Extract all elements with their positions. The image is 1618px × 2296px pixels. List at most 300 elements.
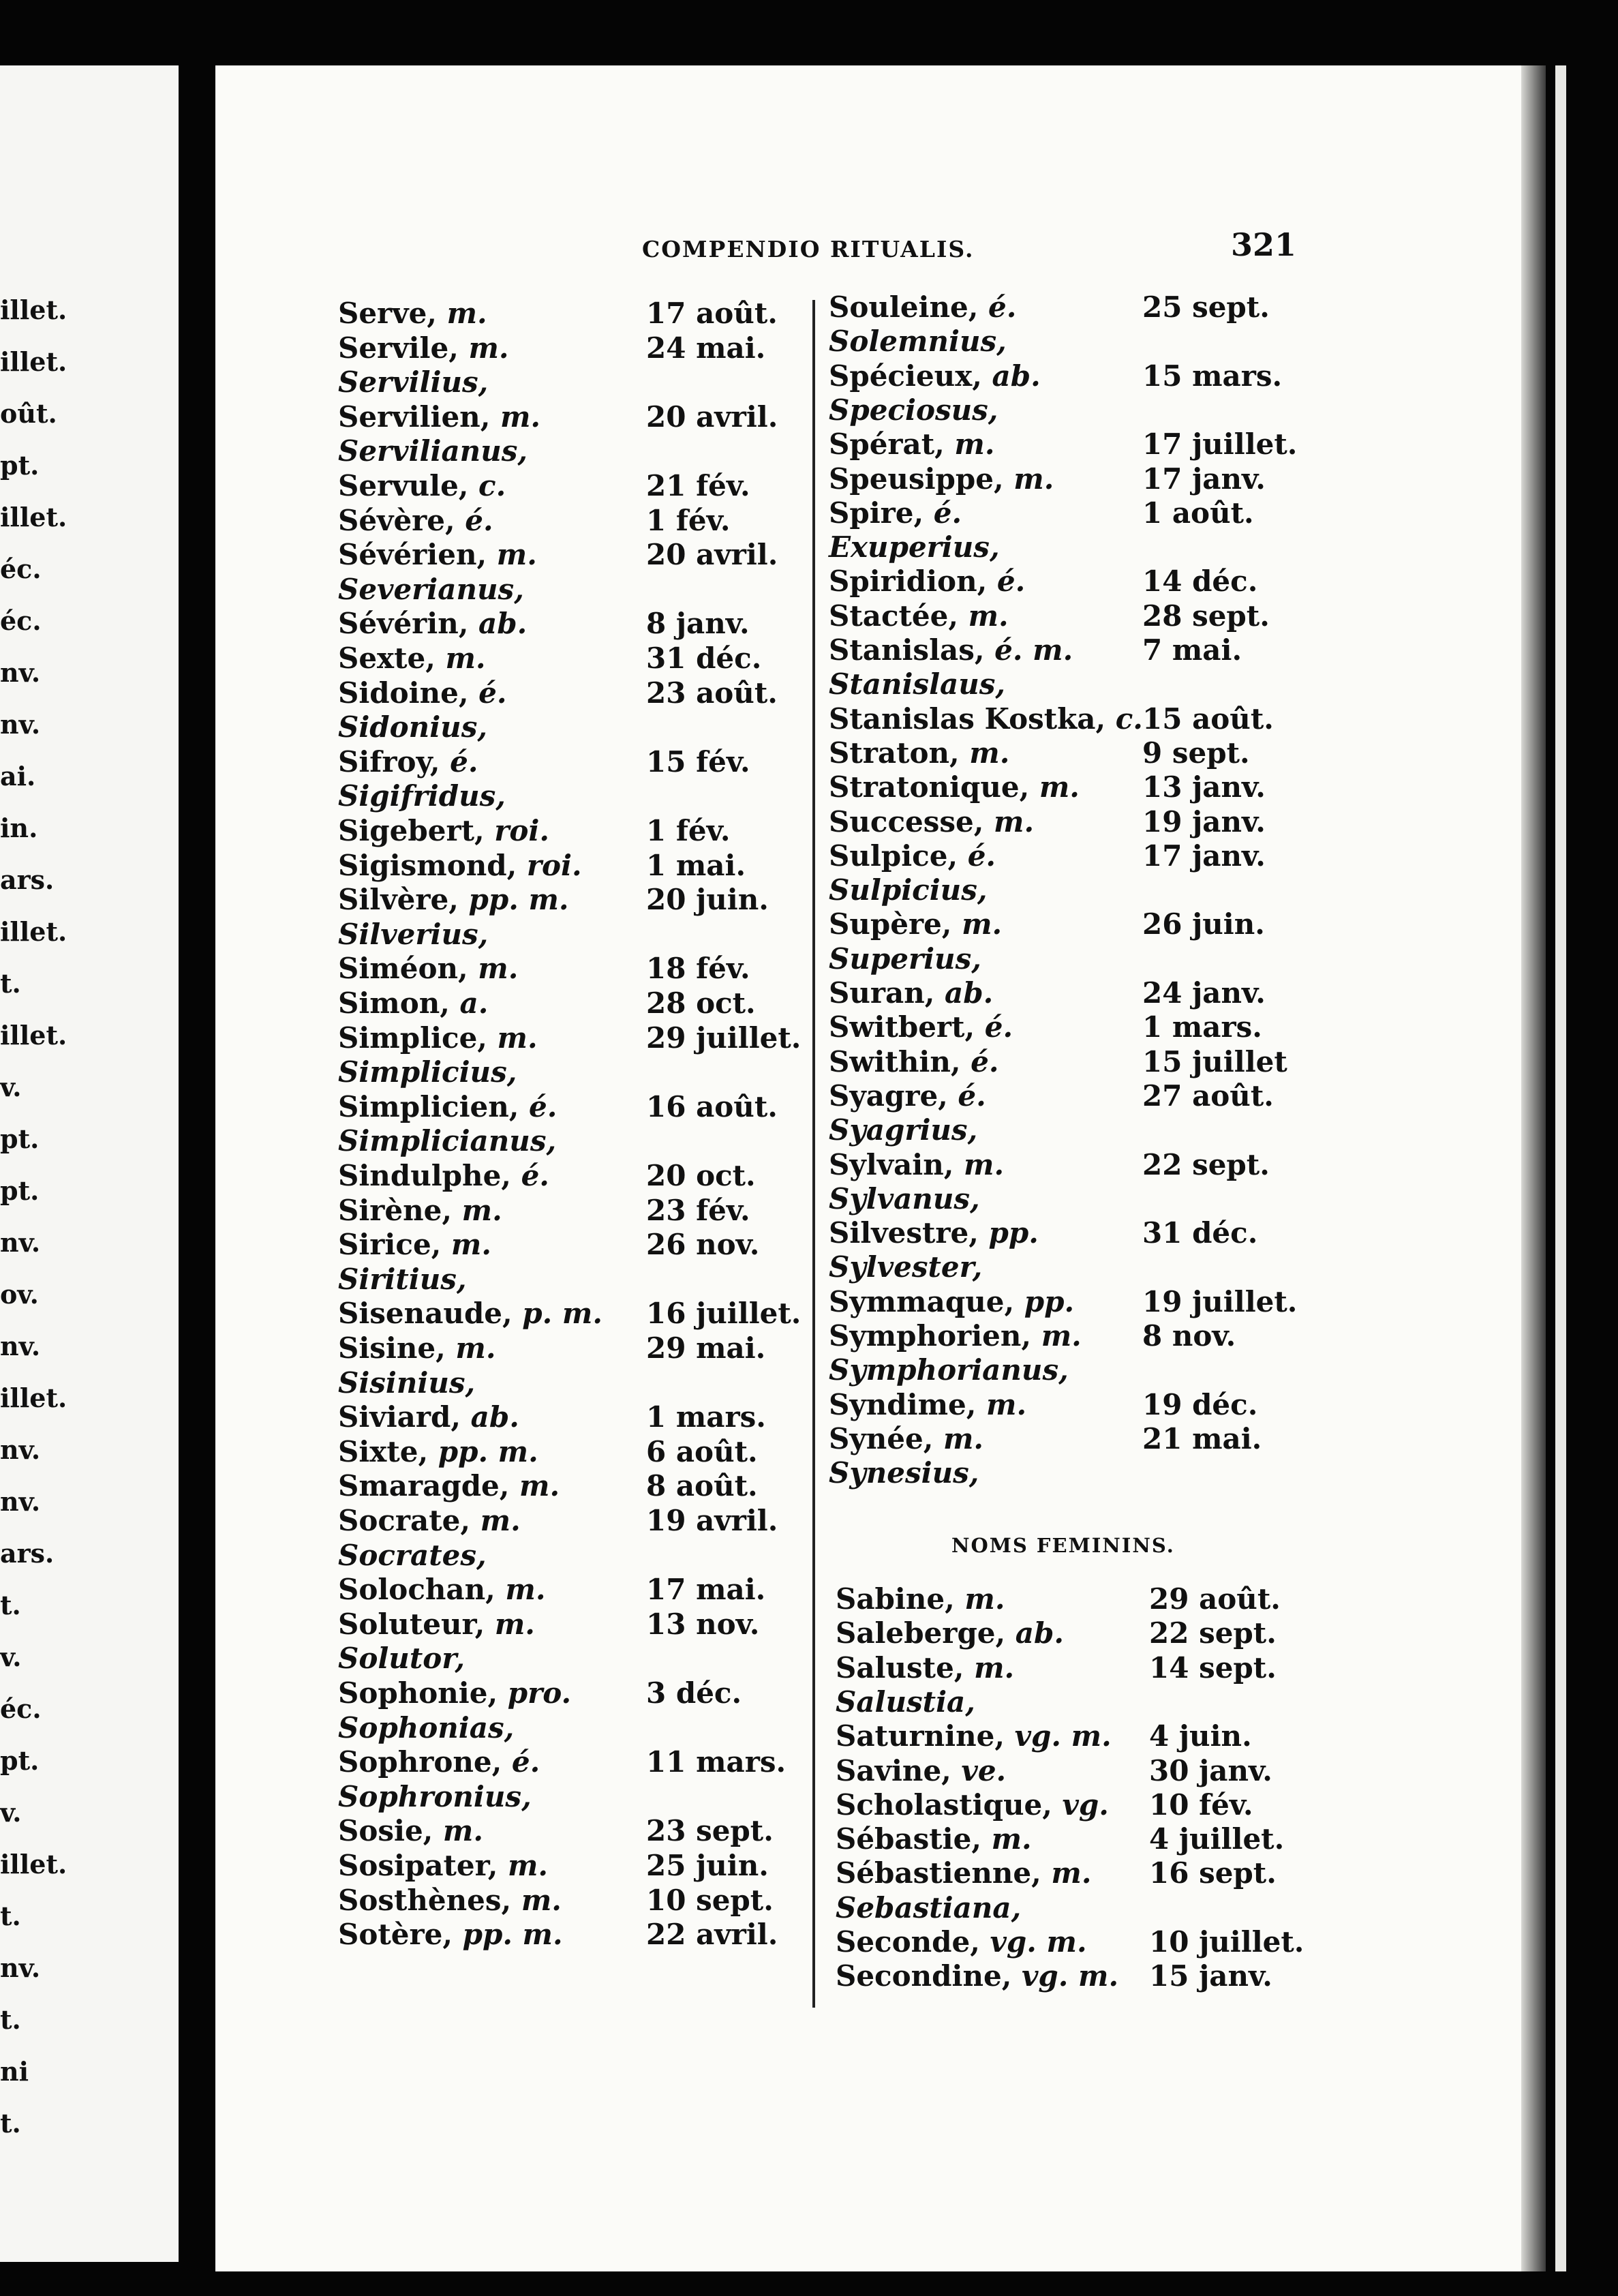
saint-name: Syagrius,: [829, 1113, 978, 1147]
left-page-fragment: illet.: [0, 1383, 67, 1413]
left-page-fragment: illet.: [0, 346, 67, 377]
saint-qualifier: m.: [1051, 1856, 1092, 1890]
entry-row: [829, 736, 1442, 771]
entry-name: [338, 1021, 538, 1056]
saint-qualifier: m.: [507, 1849, 549, 1882]
saint-name: Spire,: [829, 496, 924, 530]
saint-name: Suran,: [829, 976, 935, 1010]
saint-name: Sophonie,: [338, 1676, 498, 1710]
saint-qualifier: pp.: [1024, 1284, 1075, 1318]
entry-name: [829, 290, 1016, 325]
entry-name: [338, 917, 488, 952]
saint-qualifier: é.: [958, 1078, 986, 1113]
saint-name: Sigismond,: [338, 848, 517, 882]
saint-qualifier: m.: [969, 736, 1010, 770]
entry-name: [338, 365, 488, 400]
entry-row: [829, 1284, 1442, 1320]
saint-qualifier: p. m.: [522, 1297, 602, 1331]
saint-qualifier: vg. m.: [1014, 1719, 1112, 1753]
feast-date: 22 sept.: [1142, 1147, 1270, 1181]
entry-name: [829, 1147, 1004, 1183]
saint-qualifier: m.: [500, 399, 541, 434]
entry-name: [338, 1813, 483, 1849]
left-page-fragment: ars.: [0, 864, 55, 895]
entry-name: [338, 296, 487, 331]
feast-date: 8 août.: [646, 1469, 758, 1503]
saint-qualifier: pp. m.: [462, 1918, 563, 1952]
entry-name: [338, 399, 540, 435]
entry-name: [829, 633, 1073, 668]
entry-row: [829, 1215, 1442, 1251]
entry-row: [836, 1650, 1449, 1686]
entry-row: [836, 1719, 1449, 1754]
saint-name: Sophonias,: [338, 1710, 515, 1744]
entry-row: [829, 976, 1442, 1011]
saint-qualifier: m.: [446, 297, 487, 330]
feast-date: 29 août.: [1149, 1582, 1281, 1616]
saint-name: Sylvanus,: [829, 1181, 980, 1215]
entry-name: [338, 572, 524, 607]
saint-name: Saluste,: [836, 1650, 964, 1685]
saint-name: Secondine,: [836, 1959, 1012, 1993]
left-page-fragment: illet.: [0, 294, 67, 325]
saint-qualifier: ab.: [478, 607, 528, 641]
saint-name: Sifroy,: [338, 744, 440, 779]
saint-qualifier: m.: [1013, 462, 1054, 496]
saint-name: Sirène,: [338, 1193, 453, 1227]
saint-name: Servule,: [338, 469, 469, 502]
entry-name: [836, 1616, 1064, 1651]
entry-row: [829, 941, 1442, 977]
entry-name: [829, 770, 1080, 805]
entry-name: [338, 1779, 532, 1815]
feast-date: 25 sept.: [1142, 290, 1270, 324]
entry-name: [829, 324, 1007, 359]
entry-row: [829, 393, 1442, 428]
saint-name: Simplice,: [338, 1021, 487, 1055]
saint-qualifier: m.: [442, 1814, 483, 1848]
feast-date: 27 août.: [1142, 1078, 1274, 1113]
entry-name: [338, 882, 569, 918]
feast-date: 29 mai.: [646, 1331, 766, 1365]
entry-row: [829, 324, 1442, 359]
saint-name: Sosipater,: [338, 1849, 498, 1882]
saint-qualifier: ve.: [961, 1753, 1007, 1787]
entry-name: [829, 1250, 982, 1285]
entry-name: [338, 1607, 535, 1642]
saint-name: Stratonique,: [829, 770, 1030, 804]
entry-row: [836, 1924, 1449, 1960]
saint-name: Silverius,: [338, 917, 489, 951]
left-page-fragment: v.: [0, 1797, 22, 1828]
entry-name: [829, 1455, 979, 1491]
entry-name: [338, 1262, 467, 1297]
entry-row: [829, 1318, 1442, 1354]
entry-name: [338, 537, 537, 573]
entry-name: [338, 434, 528, 469]
entry-name: [836, 1650, 1014, 1686]
entry-name: [829, 1078, 986, 1114]
saint-qualifier: m.: [480, 1504, 521, 1537]
feast-date: 8 janv.: [646, 607, 750, 641]
entry-name: [829, 804, 1034, 840]
entry-name: [829, 1284, 1074, 1320]
feast-date: 17 janv.: [1142, 839, 1266, 873]
saint-qualifier: m.: [1039, 770, 1080, 804]
saint-name: Sosie,: [338, 1814, 433, 1848]
left-page-fragment: illet.: [0, 1020, 67, 1051]
saint-name: Simplicien,: [338, 1089, 519, 1123]
entry-name: [836, 1890, 1021, 1926]
entry-row: [829, 1387, 1442, 1423]
entry-row: [836, 1787, 1449, 1823]
saint-qualifier: m.: [496, 538, 537, 572]
saint-qualifier: m.: [964, 1582, 1005, 1616]
saint-qualifier: ab.: [1015, 1616, 1064, 1650]
entry-name: [338, 848, 582, 883]
saint-name: Savine,: [836, 1753, 951, 1787]
saint-qualifier: m.: [519, 1469, 560, 1503]
left-page-fragment: t.: [0, 1901, 21, 1931]
entry-row: [829, 599, 1442, 634]
running-head: COMPENDIO RITUALIS.: [642, 236, 975, 262]
saint-qualifier: m.: [968, 599, 1009, 633]
entry-row: [829, 1455, 1442, 1491]
saint-name: Symphorianus,: [829, 1353, 1069, 1387]
feast-date: 19 juillet.: [1142, 1284, 1298, 1318]
entry-row: [829, 1113, 1442, 1148]
saint-name: Salustia,: [836, 1685, 975, 1719]
entry-name: [338, 1883, 562, 1918]
left-page-fragment: illet.: [0, 1849, 67, 1879]
saint-qualifier: m.: [962, 907, 1003, 941]
entry-row: [829, 462, 1442, 497]
left-page-fragment: nv.: [0, 1331, 41, 1361]
saint-name: Silvestre,: [829, 1216, 979, 1250]
saint-qualifier: é.: [511, 1745, 540, 1779]
entry-name: [829, 1387, 1026, 1423]
feast-date: 28 sept.: [1142, 599, 1270, 633]
page-edge: [1555, 65, 1566, 2271]
left-page-fragment: nv.: [0, 1486, 41, 1517]
feast-date: 18 fév.: [646, 952, 750, 986]
entry-name: [338, 1848, 548, 1884]
saint-name: Sexte,: [338, 641, 436, 675]
saint-qualifier: m.: [461, 1193, 502, 1227]
feast-date: 15 janv.: [1149, 1959, 1272, 1993]
saint-qualifier: pp. m.: [438, 1434, 538, 1468]
saint-name: Sidoine,: [338, 676, 469, 710]
entry-name: [829, 1353, 1069, 1388]
left-page-fragment: éc.: [0, 1693, 42, 1724]
entry-name: [829, 1318, 1082, 1354]
saint-qualifier: c.: [1115, 701, 1143, 736]
entry-name: [338, 331, 509, 366]
saint-name: Silvère,: [338, 883, 459, 917]
entry-name: [338, 1641, 465, 1676]
entry-row: [836, 1959, 1449, 1994]
entry-row: [338, 1503, 951, 1539]
feast-date: 10 fév.: [1149, 1787, 1253, 1822]
saint-qualifier: é.: [521, 1159, 549, 1192]
saint-name: Saturnine,: [836, 1719, 1005, 1753]
saint-qualifier: roi.: [526, 848, 582, 882]
entry-name: [836, 1959, 1118, 1994]
entry-name: [338, 951, 518, 986]
entry-name: [829, 976, 993, 1011]
saint-name: Symmaque,: [829, 1284, 1015, 1318]
feast-date: 30 janv.: [1149, 1753, 1272, 1787]
entry-name: [829, 873, 987, 908]
entry-name: [836, 1719, 1112, 1754]
feast-date: 1 mars.: [1142, 1010, 1262, 1044]
feast-date: 1 fév.: [646, 814, 731, 847]
saint-name: Solochan,: [338, 1573, 495, 1607]
left-page-fragment: pt.: [0, 1175, 40, 1206]
entry-name: [338, 606, 527, 641]
saint-name: Sébastie,: [836, 1822, 981, 1856]
saint-name: Synée,: [829, 1421, 934, 1455]
saint-name: Souleine,: [829, 290, 979, 324]
feast-date: 24 janv.: [1142, 976, 1266, 1010]
entry-row: [836, 1753, 1449, 1789]
saint-name: Sébastienne,: [836, 1856, 1041, 1890]
saint-name: Syagre,: [829, 1078, 948, 1113]
saint-qualifier: é.: [988, 290, 1017, 324]
entry-row: [829, 1421, 1442, 1457]
entry-row: [829, 564, 1442, 599]
entry-row: [829, 633, 1442, 668]
feast-date: 1 mai.: [646, 848, 746, 882]
saint-name: Speusippe,: [829, 462, 1004, 496]
saint-qualifier: é. m.: [994, 633, 1073, 667]
feast-date: 9 sept.: [1142, 736, 1250, 770]
left-page-fragment: v.: [0, 1072, 22, 1102]
left-page-fragment: nv.: [0, 1434, 41, 1465]
left-page-fragment: nv.: [0, 709, 41, 740]
saint-name: Sidonius,: [338, 710, 487, 744]
saint-name: Severianus,: [338, 572, 524, 606]
saint-name: Superius,: [829, 941, 981, 976]
feast-date: 1 fév.: [646, 503, 731, 537]
left-page-fragment: illet.: [0, 916, 67, 947]
feast-date: 22 sept.: [1149, 1616, 1277, 1650]
entry-name: [829, 1421, 983, 1457]
saint-qualifier: vg.: [1062, 1787, 1109, 1822]
saint-name: Siméon,: [338, 952, 468, 986]
entry-row: [829, 804, 1442, 840]
entry-name: [829, 941, 981, 977]
saint-name: Seconde,: [836, 1925, 980, 1959]
entry-row: [829, 1010, 1442, 1045]
entry-name: [338, 503, 493, 539]
entry-name: [829, 667, 1005, 702]
feast-date: 23 août.: [646, 676, 778, 710]
saint-name: Sévérien,: [338, 538, 487, 572]
saint-name: Servilien,: [338, 399, 491, 434]
entry-name: [829, 359, 1041, 394]
saint-name: Speciosus,: [829, 393, 998, 427]
left-page-fragment: t.: [0, 2108, 21, 2139]
entry-name: [338, 1744, 540, 1780]
saint-name: Saleberge,: [836, 1616, 1006, 1650]
entry-name: [829, 393, 998, 428]
left-page-fragment: oût.: [0, 398, 57, 429]
saint-qualifier: vg. m.: [990, 1925, 1087, 1959]
saint-name: Successe,: [829, 804, 984, 839]
entry-name: [338, 986, 488, 1021]
entry-row: [836, 1685, 1449, 1720]
entry-name: [836, 1582, 1005, 1617]
saint-qualifier: m.: [468, 331, 509, 365]
saint-name: Sosthènes,: [338, 1883, 512, 1917]
saint-name: Servilianus,: [338, 434, 528, 468]
entry-name: [338, 1296, 602, 1331]
saint-qualifier: pro.: [507, 1676, 572, 1710]
saint-name: Stanislaus,: [829, 667, 1006, 701]
saint-name: Siviard,: [338, 1400, 461, 1434]
entry-row: [829, 701, 1442, 737]
saint-name: Simon,: [338, 986, 450, 1020]
saint-name: Simplicianus,: [338, 1124, 557, 1158]
entry-name: [836, 1822, 1032, 1857]
feast-date: 15 mars.: [1142, 359, 1283, 393]
saint-qualifier: m.: [478, 952, 519, 986]
entry-name: [338, 1055, 517, 1090]
feast-date: 10 sept.: [646, 1883, 774, 1917]
feast-date: 26 nov.: [646, 1228, 760, 1262]
saint-qualifier: m.: [445, 641, 486, 675]
entry-name: [829, 599, 1009, 634]
entry-name: [338, 744, 478, 780]
entry-name: [836, 1924, 1087, 1960]
saint-name: Synesius,: [829, 1456, 979, 1490]
feast-date: 19 janv.: [1142, 804, 1266, 839]
entry-row: [829, 1078, 1442, 1114]
entry-row: [829, 290, 1442, 325]
feast-date: 8 nov.: [1142, 1319, 1236, 1353]
left-page-fragment: pt.: [0, 1745, 40, 1776]
saint-name: Sophronius,: [338, 1779, 532, 1813]
feast-date: 20 oct.: [646, 1159, 756, 1192]
feast-date: 15 août.: [1142, 701, 1274, 736]
entry-name: [836, 1685, 975, 1720]
feast-date: 13 janv.: [1142, 770, 1266, 804]
feast-date: 11 mars.: [646, 1745, 787, 1779]
left-page-fragment: pt.: [0, 450, 40, 481]
feast-date: 16 sept.: [1149, 1856, 1277, 1890]
saint-qualifier: ab.: [992, 359, 1041, 393]
saint-name: Sotère,: [338, 1918, 453, 1952]
entry-name: [338, 813, 549, 849]
entry-name: [829, 496, 962, 531]
saint-qualifier: é.: [465, 503, 493, 537]
feast-date: 23 fév.: [646, 1193, 750, 1227]
feast-date: 15 fév.: [646, 744, 750, 779]
feast-date: 10 juillet.: [1149, 1925, 1304, 1959]
entry-name: [338, 641, 486, 676]
saint-name: Solemnius,: [829, 324, 1007, 359]
saint-qualifier: é.: [478, 676, 507, 710]
saint-name: Stanislas Kostka,: [829, 701, 1106, 736]
saint-name: Sisinius,: [338, 1365, 476, 1400]
saint-name: Spiridion,: [829, 564, 988, 599]
entry-row: [836, 1616, 1449, 1651]
feast-date: 3 déc.: [646, 1676, 742, 1710]
entry-name: [338, 676, 506, 711]
saint-name: Swithin,: [829, 1044, 961, 1078]
entry-row: [836, 1822, 1449, 1857]
left-page-fragment: nv.: [0, 657, 41, 688]
entry-name: [338, 1089, 557, 1125]
entry-row: [829, 530, 1442, 565]
saint-qualifier: ab.: [945, 976, 994, 1010]
saint-name: Switbert,: [829, 1010, 975, 1044]
left-page-fragment: éc.: [0, 605, 42, 636]
saint-name: Solutor,: [338, 1642, 465, 1676]
saint-name: Sulpicius,: [829, 873, 988, 907]
entry-row: [829, 873, 1442, 908]
entry-name: [829, 736, 1009, 771]
saint-name: Supère,: [829, 907, 952, 941]
adjacent-left-page: [0, 65, 179, 2262]
saint-name: Smaragde,: [338, 1469, 510, 1503]
entry-name: [338, 1710, 514, 1746]
saint-name: Siritius,: [338, 1262, 467, 1296]
saint-name: Serve,: [338, 297, 437, 330]
feast-date: 17 mai.: [646, 1573, 766, 1607]
page-gutter-shadow: [1521, 65, 1546, 2271]
entry-row: [829, 839, 1442, 874]
saint-qualifier: é.: [984, 1010, 1013, 1044]
feast-date: 19 avril.: [646, 1504, 778, 1537]
saint-qualifier: pp. m.: [468, 883, 569, 917]
saint-qualifier: m.: [497, 1021, 538, 1055]
entry-name: [338, 1123, 556, 1159]
left-page-fragment: nv.: [0, 1952, 41, 1983]
feast-date: 14 déc.: [1142, 564, 1258, 599]
entry-row: [338, 1538, 951, 1573]
saint-qualifier: m.: [964, 1147, 1005, 1181]
feast-date: 21 mai.: [1142, 1421, 1262, 1455]
feast-date: 17 juillet.: [1142, 427, 1298, 462]
entry-row: [829, 1250, 1442, 1285]
left-page-fragment: ars.: [0, 1538, 55, 1569]
saint-name: Scholastique,: [836, 1787, 1052, 1822]
saint-name: Sirice,: [338, 1228, 442, 1262]
entry-name: [829, 1215, 1039, 1251]
saint-name: Simplicius,: [338, 1055, 517, 1089]
entry-name: [338, 1538, 487, 1573]
saint-name: Socrates,: [338, 1538, 487, 1572]
entry-row: [829, 770, 1442, 805]
entry-row: [829, 359, 1442, 394]
feast-date: 31 déc.: [646, 641, 762, 675]
feast-date: 22 avril.: [646, 1918, 778, 1952]
saint-name: Straton,: [829, 736, 960, 770]
feast-date: 19 déc.: [1142, 1387, 1258, 1421]
entry-name: [829, 564, 1025, 599]
feast-date: 29 juillet.: [646, 1021, 802, 1055]
saint-name: Servilius,: [338, 365, 489, 399]
saint-qualifier: ab.: [470, 1400, 519, 1434]
feast-date: 7 mai.: [1142, 633, 1242, 667]
saint-name: Exuperius,: [829, 530, 1000, 564]
feast-date: 28 oct.: [646, 986, 756, 1020]
left-page-fragment: t.: [0, 2004, 21, 2035]
saint-qualifier: a.: [459, 986, 489, 1020]
entry-name: [338, 779, 506, 814]
